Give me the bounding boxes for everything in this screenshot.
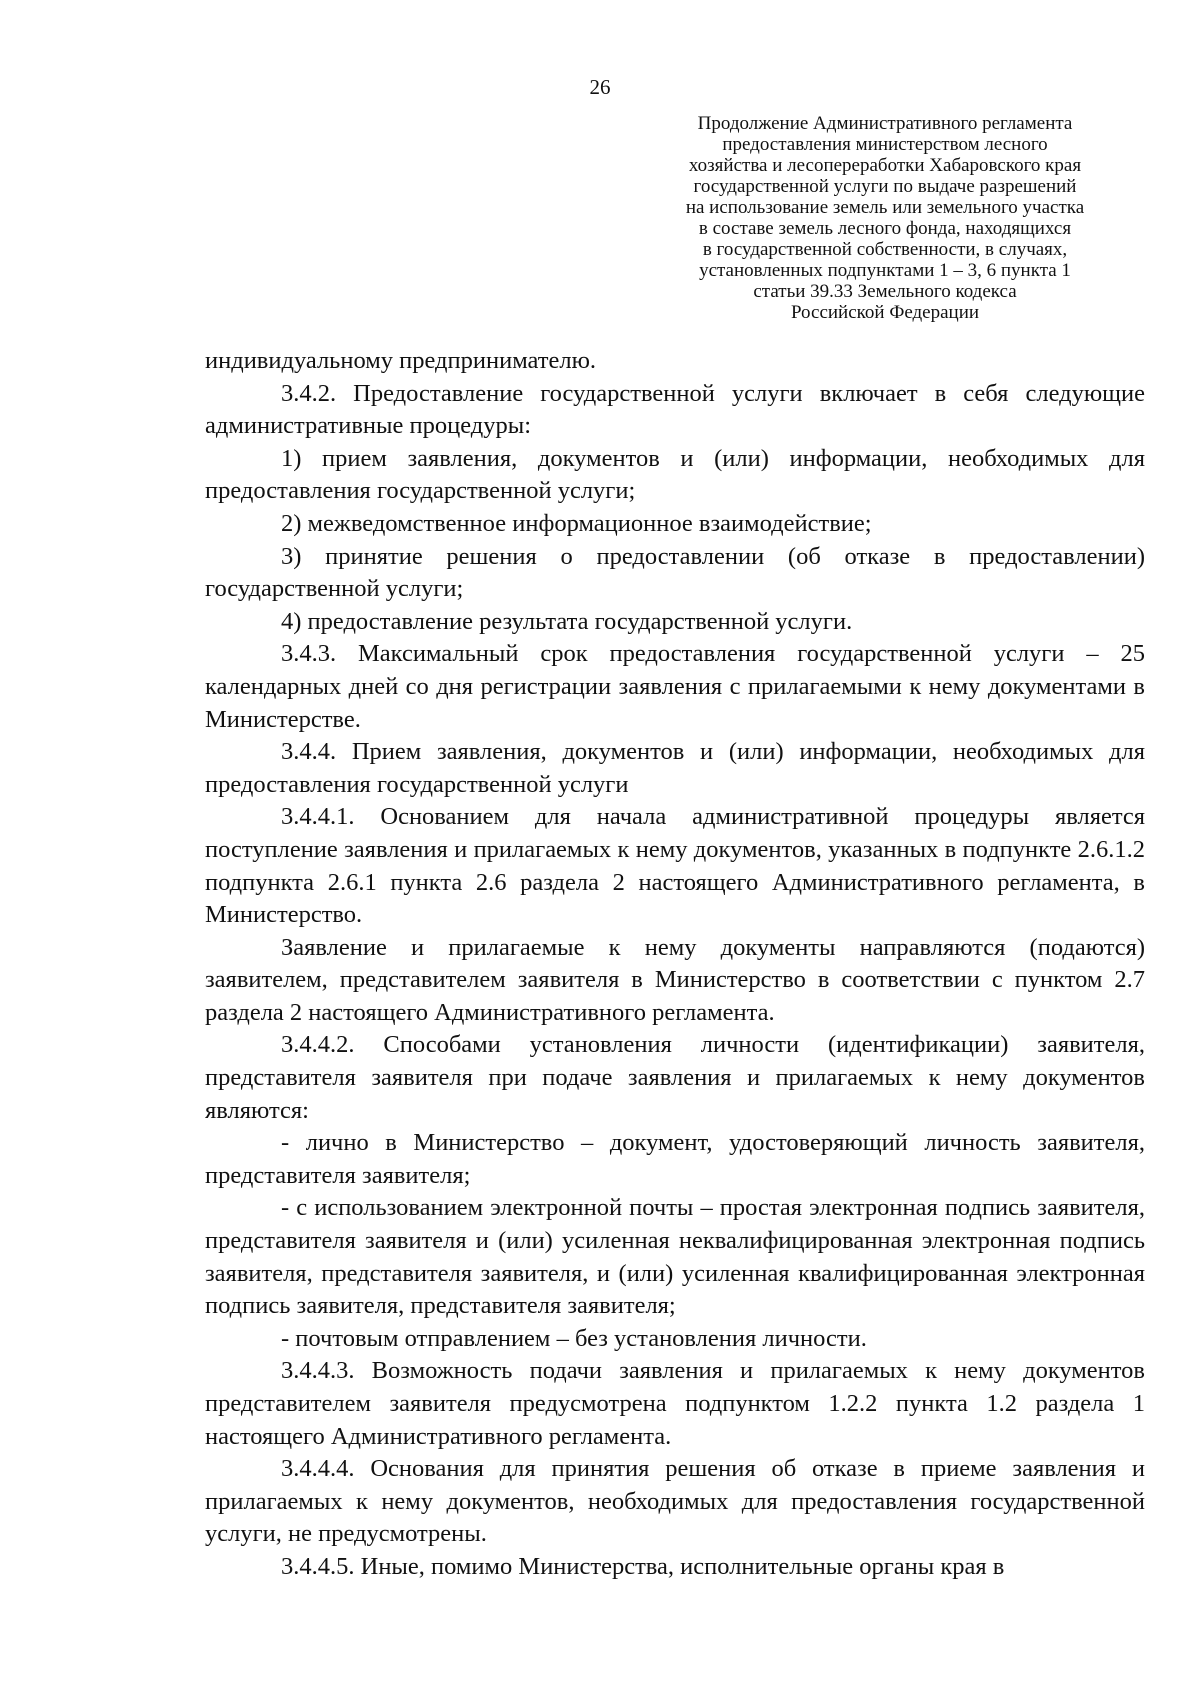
header-line: статьи 39.33 Земельного кодекса [753, 281, 1017, 302]
list-item-procedure-1: 1) прием заявления, документов и (или) информации, необходимых для предоставления государственной услуги; [205, 444, 1145, 505]
header-line: хозяйства и лесопереработки Хабаровского края [688, 155, 1082, 176]
paragraph-3-4-4-5: 3.4.4.5. Иные, помимо Министерства, исполнительные органы края в [281, 1552, 1005, 1580]
document-body [205, 345, 1145, 1584]
page-number: 26 [589, 75, 611, 99]
paragraph-3-4-4-1: 3.4.4.1. Основанием для начала административной процедуры является поступление заявления и прилагаемых к нему документов, указанных в подпункте 2.6.1.2 подпункта 2.6.1 пункта 2.6 раздела 2 настоящего Административного регламента, в Министерство. [205, 803, 1145, 929]
list-item-email: - с использованием электронной почты – простая электронная подпись заявителя, представителя заявителя и (или) усиленная неквалифицированная электронная подпись заявителя, представителя заявителя, и (или) усиленная квалифицированная электронная подпись заявителя, представителя заявителя; [205, 1194, 1145, 1320]
list-item-postal: - почтовым отправлением – без установления личности. [281, 1324, 867, 1352]
paragraph-3-4-4: 3.4.4. Прием заявления, документов и (или) информации, необходимых для предоставления государственной услуги [205, 738, 1145, 798]
list-item-procedure-4: 4) предоставление результата государственной услуги. [281, 607, 853, 635]
paragraph-3-4-2: 3.4.2. Предоставление государственной услуги включает в себя следующие административные процедуры: [205, 379, 1145, 440]
header-line: Российской Федерации [790, 302, 980, 323]
paragraph-submission: Заявление и прилагаемые к нему документы направляются (подаются) заявителем, представителем заявителя в Министерство в соответствии с пунктом 2.7 раздела 2 настоящего Административного регламента. [205, 933, 1145, 1026]
header-line: установленных подпунктами 1 – 3, 6 пункта 1 [699, 260, 1071, 281]
paragraph-3-4-4-4: 3.4.4.4. Основания для принятия решения об отказе в приеме заявления и прилагаемых к нему документов, необходимых для предоставления государственной услуги, не предусмотрены. [205, 1455, 1145, 1548]
header-line: в составе земель лесного фонда, находящихся [698, 218, 1072, 239]
paragraph-3-4-4-3: 3.4.4.3. Возможность подачи заявления и прилагаемых к нему документов представителем заявителя предусмотрена подпунктом 1.2.2 пункта 1.2 раздела 1 настоящего Административного регламента. [205, 1357, 1145, 1450]
list-item-procedure-2: 2) межведомственное информационное взаимодействие; [281, 509, 872, 537]
list-item-procedure-3: 3) принятие решения о предоставлении (об отказе в предоставлении) государственной услуги; [205, 542, 1145, 603]
header-line: Продолжение Административного регламента [697, 113, 1073, 134]
paragraph-3-4-3: 3.4.3. Максимальный срок предоставления государственной услуги – 25 календарных дней со дня регистрации заявления с прилагаемыми к нему документами в Министерстве. [205, 640, 1145, 733]
list-item-in-person: - лично в Министерство – документ, удостоверяющий личность заявителя, представителя заявителя; [205, 1129, 1145, 1189]
header-line: государственной услуги по выдаче разрешений [693, 176, 1077, 197]
paragraph-3-4-4-2: 3.4.4.2. Способами установления личности (идентификации) заявителя, представителя заявителя при подаче заявления и прилагаемых к нему документов являются: [205, 1031, 1145, 1124]
header-line: предоставления министерством лесного [722, 134, 1048, 155]
paragraph-continuation: индивидуальному предпринимателю. [205, 347, 597, 374]
header-line: на использование земель или земельного участка [685, 197, 1085, 218]
header-line: в государственной собственности, в случаях, [702, 239, 1068, 260]
running-header [630, 113, 1140, 323]
